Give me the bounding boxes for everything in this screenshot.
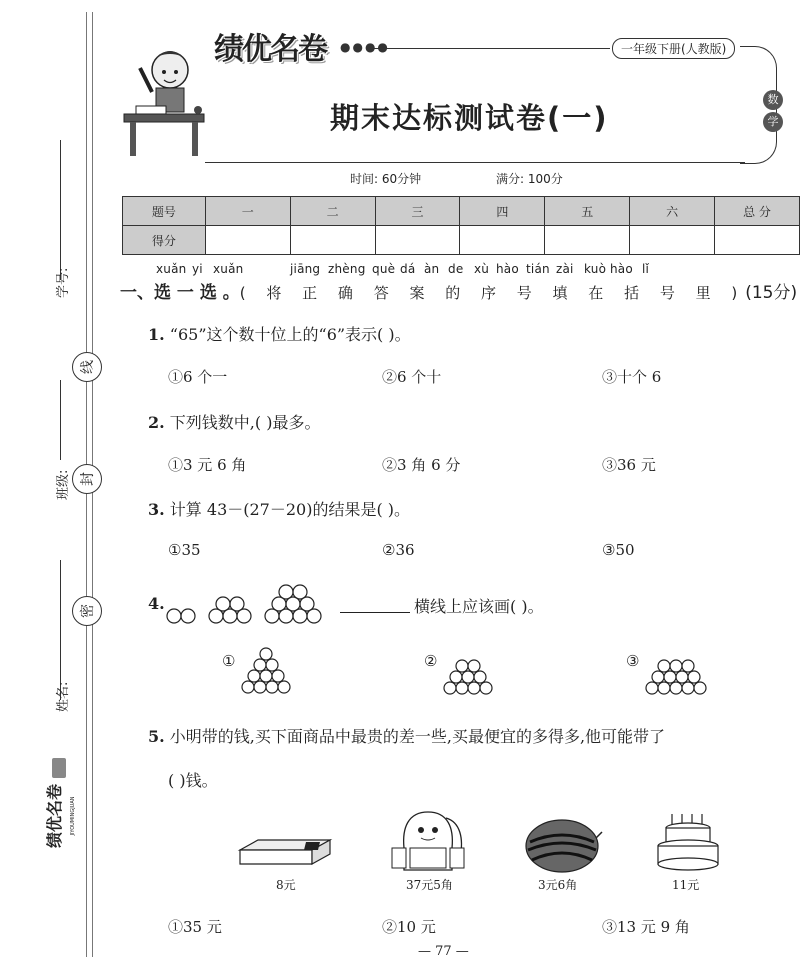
question-3: 3. 计算 43－(27－20)的结果是( )。 — [148, 500, 411, 519]
subject-char-1: 数 — [763, 90, 783, 110]
exam-time: 时间: 60分钟 — [350, 172, 422, 186]
score-col-5: 五 — [545, 197, 630, 226]
page-title: 期末达标测试卷(一) — [330, 101, 609, 135]
header-frame-bottom — [205, 162, 745, 163]
score-table-header-label: 题号 — [123, 197, 206, 226]
score-col-6: 六 — [630, 197, 715, 226]
q1-option-b[interactable]: ②6 个十 — [382, 368, 442, 386]
pencil-box-icon — [234, 836, 334, 872]
score-cell[interactable] — [460, 226, 545, 255]
header-dots: ●●●● — [340, 40, 390, 54]
student-id-line — [60, 140, 61, 280]
score-cell[interactable] — [545, 226, 630, 255]
class-line — [60, 380, 61, 460]
q2-option-b[interactable]: ②3 角 6 分 — [382, 456, 461, 474]
score-cell[interactable] — [630, 226, 715, 255]
q5-option-c[interactable]: ③13 元 9 角 — [602, 918, 690, 936]
q4-option-a-triangle[interactable] — [240, 648, 300, 698]
class-label: 班级: — [56, 469, 71, 500]
question-1-text: “65”这个数十位上的“6”表示( )。 — [169, 325, 411, 344]
page-number: — 77 — — [418, 944, 469, 959]
pencil-box-price: 8元 — [276, 878, 296, 892]
question-2: 2. 下列钱数中,( )最多。 — [148, 413, 321, 432]
seal-line: 线 — [72, 352, 102, 382]
score-col-total: 总 分 — [715, 197, 800, 226]
side-logo-text: 绩优名卷 — [45, 783, 64, 849]
subject-char-2: 学 — [763, 112, 783, 132]
score-table-header-row — [123, 197, 800, 226]
score-cell[interactable] — [375, 226, 460, 255]
q4-option-c-label[interactable]: ③ — [626, 652, 640, 670]
q4-option-c-trapezoid[interactable] — [644, 660, 716, 700]
question-5-text: 小明带的钱,买下面商品中最贵的差一些,买最便宜的多得多,他可能带了 — [169, 727, 666, 746]
section-number: 一、 — [120, 283, 154, 303]
cake-icon — [654, 812, 722, 874]
q4-answer-line[interactable] — [340, 598, 410, 613]
q4-option-a-label[interactable]: ① — [222, 652, 236, 670]
q3-option-b[interactable]: ②36 — [382, 541, 415, 559]
side-logo-sub: JIYOUMINGJUAN — [70, 796, 76, 836]
brand-logo — [214, 24, 326, 68]
header-rule — [370, 48, 610, 49]
section-title: 选 一 选 。 — [154, 283, 240, 303]
score-col-2: 二 — [290, 197, 375, 226]
brand-text: 绩优名卷 — [214, 32, 326, 67]
grade-badge: 一年级下册(人教版) — [612, 38, 735, 59]
question-5: 5. 小明带的钱,买下面商品中最贵的差一些,买最便宜的多得多,他可能带了 — [148, 727, 666, 746]
q2-option-c[interactable]: ③36 元 — [602, 456, 656, 474]
score-table-score-row — [123, 226, 800, 255]
q5-option-b[interactable]: ②10 元 — [382, 918, 436, 936]
backpack-price: 37元5角 — [406, 878, 453, 892]
question-4-number: 4. — [148, 594, 165, 613]
score-row-label: 得分 — [123, 226, 206, 255]
question-3-text: 计算 43－(27－20)的结果是( )。 — [169, 500, 411, 519]
score-cell[interactable] — [715, 226, 800, 255]
q1-option-a[interactable]: ①6 个一 — [168, 368, 228, 386]
exam-full-score: 满分: 100分 — [496, 172, 563, 186]
question-2-text: 下列钱数中,( )最多。 — [169, 413, 321, 432]
side-logo — [40, 756, 80, 856]
cake-price: 11元 — [672, 878, 700, 892]
section-heading — [120, 278, 797, 303]
q4-circle-pattern — [166, 594, 326, 624]
q3-option-c[interactable]: ③50 — [602, 541, 635, 559]
section-instruction: ( 将 正 确 答 案 的 序 号 填 在 括 号 里 ) — [239, 284, 746, 302]
section-points: (15分) — [745, 283, 798, 303]
score-col-3: 三 — [375, 197, 460, 226]
seal-seal: 封 — [72, 464, 102, 494]
question-4-text: 横线上应该画( )。 — [414, 597, 544, 616]
watermelon-icon — [522, 818, 602, 874]
question-1: 1. “65”这个数十位上的“6”表示( )。 — [148, 325, 411, 344]
score-col-1: 一 — [205, 197, 290, 226]
student-id-label: 学号: — [56, 267, 71, 298]
q2-option-a[interactable]: ①3 元 6 角 — [168, 456, 247, 474]
q4-option-b-trapezoid[interactable] — [442, 660, 502, 700]
backpack-icon — [388, 808, 468, 874]
score-cell[interactable] — [205, 226, 290, 255]
q4-option-b-label[interactable]: ② — [424, 652, 438, 670]
q3-option-a[interactable]: ①35 — [168, 541, 201, 559]
student-desk-illustration — [122, 40, 212, 160]
watermelon-price: 3元6角 — [538, 878, 578, 892]
seal-secret: 密 — [72, 596, 102, 626]
subject-badge — [763, 90, 785, 134]
name-line — [60, 560, 61, 700]
name-label: 姓名: — [56, 681, 71, 712]
score-table — [122, 196, 800, 255]
question-5-text-cont: ( )钱。 — [168, 771, 218, 790]
q1-option-c[interactable]: ③十个 6 — [602, 368, 662, 386]
score-col-4: 四 — [460, 197, 545, 226]
score-cell[interactable] — [290, 226, 375, 255]
q5-option-a[interactable]: ①35 元 — [168, 918, 222, 936]
